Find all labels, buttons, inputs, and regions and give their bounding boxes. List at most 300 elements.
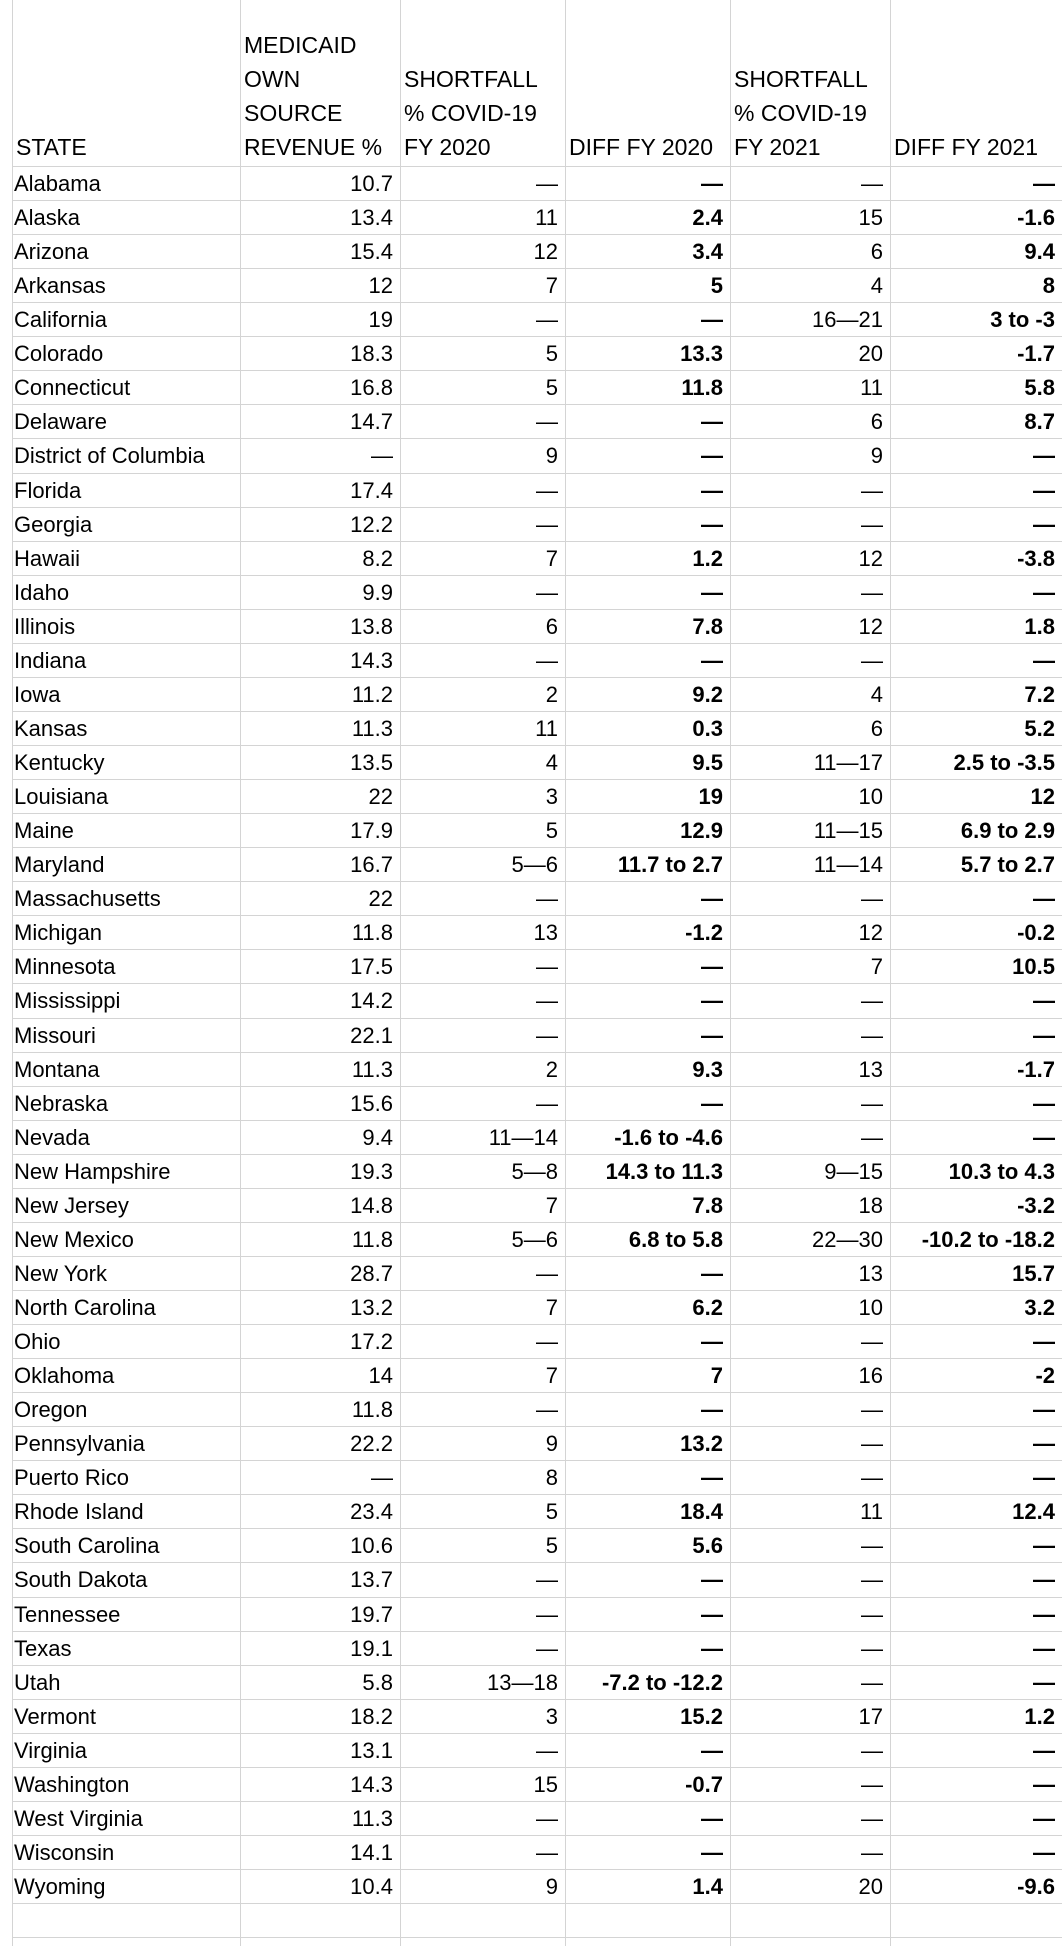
cell-shortfall-fy2020: [402, 1904, 558, 1938]
cell-diff-fy2020: -1.2: [685, 920, 723, 946]
cell-diff-fy2021: —: [1033, 1397, 1055, 1423]
cell-diff-fy2021: —: [1033, 443, 1055, 469]
cell-diff-fy2021: —: [1033, 1771, 1055, 1797]
cell-shortfall-fy2021: 13: [858, 1260, 883, 1286]
cell-diff-fy2020: 5.6: [692, 1533, 723, 1559]
cell-shortfall-fy2021: 11—15: [813, 818, 883, 844]
cell-medicaid-own-source-revenue: 13.7: [350, 1567, 393, 1593]
cell-shortfall-fy2020: —: [536, 1329, 558, 1355]
cell-diff-fy2021: 6.9 to 2.9: [960, 818, 1055, 844]
grid-vline: [565, 0, 566, 1946]
cell-shortfall-fy2021: 9—15: [824, 1158, 883, 1184]
cell-diff-fy2020: —: [701, 1567, 723, 1593]
cell-diff-fy2021: -3.8: [1017, 545, 1055, 571]
cell-shortfall-fy2021: 12: [858, 545, 883, 571]
header-line: % COVID-19: [404, 100, 537, 126]
cell-state: Massachusetts: [14, 886, 161, 912]
cell-shortfall-fy2021: —: [861, 647, 883, 673]
cell-shortfall-fy2021: —: [861, 1124, 883, 1150]
cell-diff-fy2020: —: [701, 443, 723, 469]
cell-diff-fy2020: 0.3: [692, 715, 723, 741]
cell-shortfall-fy2020: 7: [545, 1363, 558, 1389]
cell-medicaid-own-source-revenue: 14.8: [350, 1192, 393, 1218]
cell-diff-fy2020: 6.2: [692, 1294, 723, 1320]
cell-shortfall-fy2020: —: [536, 988, 558, 1014]
cell-diff-fy2020: 13.3: [680, 341, 723, 367]
cell-medicaid-own-source-revenue: 18.3: [350, 341, 393, 367]
cell-shortfall-fy2020: —: [536, 886, 558, 912]
cell-diff-fy2021: 15.7: [1012, 1260, 1055, 1286]
cell-shortfall-fy2021: —: [861, 1533, 883, 1559]
cell-state: Iowa: [14, 681, 61, 707]
cell-diff-fy2021: —: [1033, 1669, 1055, 1695]
cell-shortfall-fy2020: 2: [545, 681, 558, 707]
header-line: % COVID-19: [734, 100, 867, 126]
cell-shortfall-fy2021: 7: [870, 954, 883, 980]
cell-diff-fy2020: 6.8 to 5.8: [628, 1226, 723, 1252]
cell-diff-fy2020: 12.9: [680, 818, 723, 844]
cell-state: Virginia: [14, 1737, 87, 1763]
cell-medicaid-own-source-revenue: 19.7: [350, 1601, 393, 1627]
cell-medicaid-own-source-revenue: 10.7: [350, 171, 393, 196]
cell-shortfall-fy2021: 6: [870, 409, 883, 435]
cell-diff-fy2020: 11.7 to 2.7: [617, 852, 723, 878]
cell-diff-fy2021: —: [1033, 1090, 1055, 1116]
cell-shortfall-fy2020: 4: [545, 750, 558, 776]
cell-state: Alaska: [14, 205, 81, 231]
cell-shortfall-fy2021: 4: [870, 681, 883, 707]
grid-vline: [730, 0, 731, 1946]
cell-state: Indiana: [14, 647, 87, 673]
cell-shortfall-fy2021: 12: [858, 920, 883, 946]
cell-shortfall-fy2020: 7: [545, 1192, 558, 1218]
cell-diff-fy2021: —: [1033, 1465, 1055, 1491]
cell-diff-fy2020: —: [701, 307, 723, 333]
cell-state: Kansas: [14, 715, 88, 741]
cell-diff-fy2020: 14.3 to 11.3: [605, 1158, 723, 1184]
cell-medicaid-own-source-revenue: 11.8: [351, 1397, 393, 1423]
cell-diff-fy2020: 11.8: [681, 375, 723, 401]
cell-diff-fy2020: —: [701, 647, 723, 673]
cell-shortfall-fy2020: 3: [545, 1703, 558, 1729]
cell-state: Hawaii: [14, 545, 81, 571]
cell-diff-fy2020: 1.2: [692, 545, 723, 571]
cell-medicaid-own-source-revenue: 8.2: [362, 545, 393, 571]
cell-state: District of Columbia: [14, 443, 205, 469]
cell-diff-fy2021: —: [1033, 579, 1055, 605]
cell-medicaid-own-source-revenue: 14.2: [350, 988, 393, 1014]
cell-state: Oklahoma: [14, 1363, 115, 1389]
cell-shortfall-fy2020: —: [536, 307, 558, 333]
header-line: FY 2021: [734, 134, 821, 160]
cell-shortfall-fy2020: —: [536, 1601, 558, 1627]
cell-shortfall-fy2020: 8: [545, 1465, 558, 1491]
header-shortfall-fy2021: [734, 0, 886, 166]
cell-state: Colorado: [14, 341, 104, 367]
cell-shortfall-fy2020: 5: [545, 818, 558, 844]
cell-state: Idaho: [14, 579, 70, 605]
cell-diff-fy2020: —: [701, 1329, 723, 1355]
cell-medicaid-own-source-revenue: 19.1: [350, 1635, 393, 1661]
cell-state: Connecticut: [14, 375, 131, 401]
cell-shortfall-fy2020: 12: [533, 239, 558, 265]
cell-diff-fy2020: —: [701, 1839, 723, 1865]
cell-state: Wisconsin: [14, 1839, 115, 1865]
cell-state: Tennessee: [14, 1601, 121, 1627]
cell-diff-fy2020: 7.8: [692, 1192, 723, 1218]
cell-diff-fy2020: 19: [698, 784, 723, 810]
cell-medicaid-own-source-revenue: 17.4: [350, 477, 393, 503]
header-shortfall-fy2020: [404, 0, 561, 166]
cell-medicaid-own-source-revenue: 18.2: [350, 1703, 393, 1729]
cell-shortfall-fy2021: —: [861, 1397, 883, 1423]
cell-diff-fy2020: —: [701, 1090, 723, 1116]
cell-state: Montana: [14, 1056, 100, 1082]
cell-diff-fy2021: —: [1033, 1431, 1055, 1457]
cell-state: Washington: [14, 1771, 130, 1797]
cell-shortfall-fy2021: —: [861, 1737, 883, 1763]
cell-state: Ohio: [14, 1329, 61, 1355]
cell-medicaid-own-source-revenue: 13.5: [350, 750, 393, 776]
cell-medicaid-own-source-revenue: 22.2: [350, 1431, 393, 1457]
cell-diff-fy2020: —: [701, 1805, 723, 1831]
cell-state: Louisiana: [14, 784, 109, 810]
cell-state: Vermont: [14, 1703, 96, 1729]
cell-medicaid-own-source-revenue: 5.8: [362, 1669, 393, 1695]
cell-diff-fy2021: —: [1033, 1022, 1055, 1048]
cell-diff-fy2021: 5.7 to 2.7: [960, 852, 1055, 878]
cell-shortfall-fy2020: 9: [545, 443, 558, 469]
cell-diff-fy2021: —: [1033, 1635, 1055, 1661]
cell-diff-fy2020: 9.2: [692, 681, 723, 707]
cell-medicaid-own-source-revenue: 16.8: [350, 375, 393, 401]
cell-medicaid-own-source-revenue: 13.1: [350, 1737, 393, 1763]
cell-shortfall-fy2020: 5—6: [511, 1226, 558, 1252]
cell-shortfall-fy2020: 15: [533, 1771, 558, 1797]
cell-shortfall-fy2021: 6: [870, 239, 883, 265]
cell-diff-fy2020: 2.4: [692, 205, 723, 231]
cell-medicaid-own-source-revenue: —: [371, 1465, 393, 1491]
cell-medicaid-own-source-revenue: [242, 1904, 393, 1938]
cell-shortfall-fy2020: 5: [545, 1499, 558, 1525]
cell-state: Nebraska: [14, 1090, 109, 1116]
cell-diff-fy2020: —: [701, 886, 723, 912]
cell-shortfall-fy2021: 11—14: [813, 852, 883, 878]
cell-shortfall-fy2020: 9: [545, 1431, 558, 1457]
header-line: DIFF FY 2021: [894, 134, 1039, 160]
cell-state: Michigan: [14, 920, 103, 946]
cell-medicaid-own-source-revenue: 14: [368, 1363, 393, 1389]
header-line: STATE: [16, 134, 87, 160]
cell-state: North Carolina: [14, 1294, 156, 1320]
cell-shortfall-fy2020: —: [536, 171, 558, 196]
cell-state: South Dakota: [14, 1567, 148, 1593]
cell-shortfall-fy2021: —: [861, 1022, 883, 1048]
cell-state: Nevada: [14, 1124, 90, 1150]
cell-shortfall-fy2021: 20: [858, 1874, 883, 1899]
cell-diff-fy2020: 7: [710, 1363, 723, 1389]
header-line: SHORTFALL: [404, 66, 538, 92]
cell-shortfall-fy2021: —: [861, 1771, 883, 1797]
cell-diff-fy2021: [892, 1904, 1055, 1938]
cell-shortfall-fy2021: 22—30: [812, 1226, 883, 1252]
cell-diff-fy2020: [567, 1904, 723, 1938]
cell-medicaid-own-source-revenue: 13.4: [350, 205, 393, 231]
header-diff-fy2020: [569, 0, 726, 166]
cell-shortfall-fy2020: 6: [545, 613, 558, 639]
cell-diff-fy2021: —: [1033, 988, 1055, 1014]
cell-medicaid-own-source-revenue: 12.2: [350, 511, 393, 537]
header-line: SOURCE: [244, 100, 343, 126]
cell-state: West Virginia: [14, 1805, 143, 1831]
header-line: DIFF FY 2020: [569, 134, 714, 160]
cell-diff-fy2021: —: [1033, 1533, 1055, 1559]
cell-state: Georgia: [14, 511, 93, 537]
cell-diff-fy2021: —: [1033, 511, 1055, 537]
cell-diff-fy2021: —: [1033, 171, 1055, 196]
cell-diff-fy2021: —: [1033, 1839, 1055, 1865]
cell-shortfall-fy2020: —: [536, 1260, 558, 1286]
cell-shortfall-fy2020: 7: [545, 1294, 558, 1320]
cell-shortfall-fy2020: —: [536, 1567, 558, 1593]
cell-diff-fy2020: —: [701, 1465, 723, 1491]
cell-shortfall-fy2021: —: [861, 477, 883, 503]
cell-shortfall-fy2020: 11: [535, 715, 558, 741]
cell-diff-fy2020: 9.5: [692, 750, 723, 776]
cell-diff-fy2020: 7.8: [692, 613, 723, 639]
cell-shortfall-fy2021: 18: [858, 1192, 883, 1218]
cell-diff-fy2021: 2.5 to -3.5: [953, 750, 1055, 776]
cell-shortfall-fy2020: —: [536, 409, 558, 435]
cell-diff-fy2021: 1.2: [1024, 1703, 1055, 1729]
cell-medicaid-own-source-revenue: 11.2: [351, 681, 393, 707]
cell-state: New Jersey: [14, 1192, 129, 1218]
cell-diff-fy2021: —: [1033, 1124, 1055, 1150]
cell-state: [14, 1904, 233, 1938]
header-line: REVENUE %: [244, 134, 383, 160]
header-line: MEDICAID: [244, 32, 357, 58]
cell-medicaid-own-source-revenue: 23.4: [350, 1499, 393, 1525]
cell-shortfall-fy2020: —: [536, 579, 558, 605]
cell-medicaid-own-source-revenue: 14.3: [350, 647, 393, 673]
cell-shortfall-fy2020: 9: [545, 1874, 558, 1899]
cell-state: Wyoming: [14, 1874, 106, 1899]
cell-shortfall-fy2020: 2: [545, 1056, 558, 1082]
cell-shortfall-fy2021: 15: [858, 205, 883, 231]
cell-medicaid-own-source-revenue: 19.3: [350, 1158, 393, 1184]
cell-diff-fy2020: —: [701, 988, 723, 1014]
header-medicaid-own-source-revenue: [244, 0, 396, 166]
cell-diff-fy2020: —: [701, 1260, 723, 1286]
cell-diff-fy2020: —: [701, 1601, 723, 1627]
cell-shortfall-fy2021: 16—21: [812, 307, 883, 333]
cell-medicaid-own-source-revenue: 11.8: [351, 1226, 393, 1252]
cell-state: Utah: [14, 1669, 61, 1695]
cell-diff-fy2020: —: [701, 477, 723, 503]
cell-shortfall-fy2021: 10: [858, 784, 883, 810]
cell-shortfall-fy2021: 9: [870, 443, 883, 469]
cell-medicaid-own-source-revenue: 17.9: [350, 818, 393, 844]
cell-shortfall-fy2020: 3: [545, 784, 558, 810]
cell-shortfall-fy2020: 13: [533, 920, 558, 946]
cell-shortfall-fy2020: —: [536, 954, 558, 980]
cell-shortfall-fy2020: 7: [545, 273, 558, 299]
cell-state: Rhode Island: [14, 1499, 144, 1525]
header-line: SHORTFALL: [734, 66, 868, 92]
cell-shortfall-fy2021: —: [861, 1090, 883, 1116]
cell-diff-fy2020: —: [701, 1022, 723, 1048]
cell-shortfall-fy2020: —: [536, 477, 558, 503]
cell-diff-fy2021: 10.3 to 4.3: [948, 1158, 1055, 1184]
header-diff-fy2021: [894, 0, 1058, 166]
cell-diff-fy2020: —: [701, 1397, 723, 1423]
cell-medicaid-own-source-revenue: 14.3: [350, 1771, 393, 1797]
cell-shortfall-fy2021: —: [861, 886, 883, 912]
cell-diff-fy2021: 8: [1042, 273, 1055, 299]
cell-shortfall-fy2021: 11: [860, 1499, 883, 1525]
cell-medicaid-own-source-revenue: 13.8: [350, 613, 393, 639]
cell-shortfall-fy2021: 17: [858, 1703, 883, 1729]
cell-state: Puerto Rico: [14, 1465, 129, 1491]
cell-medicaid-own-source-revenue: 22.1: [350, 1022, 393, 1048]
cell-medicaid-own-source-revenue: 17.2: [350, 1329, 393, 1355]
cell-diff-fy2021: -1.6: [1017, 205, 1055, 231]
cell-shortfall-fy2020: —: [536, 1839, 558, 1865]
cell-diff-fy2021: 12.4: [1012, 1499, 1055, 1525]
cell-diff-fy2021: -9.6: [1017, 1874, 1055, 1899]
cell-shortfall-fy2020: —: [536, 1090, 558, 1116]
cell-shortfall-fy2020: —: [536, 1635, 558, 1661]
cell-state: Missouri: [14, 1022, 96, 1048]
cell-medicaid-own-source-revenue: 15.4: [350, 239, 393, 265]
cell-diff-fy2020: —: [701, 171, 723, 196]
cell-diff-fy2020: 18.4: [680, 1499, 723, 1525]
cell-shortfall-fy2020: 5: [545, 1533, 558, 1559]
cell-diff-fy2021: —: [1033, 886, 1055, 912]
cell-diff-fy2021: —: [1033, 647, 1055, 673]
cell-diff-fy2020: -7.2 to -12.2: [601, 1669, 723, 1695]
cell-diff-fy2020: 15.2: [680, 1703, 723, 1729]
cell-shortfall-fy2021: 11: [860, 375, 883, 401]
cell-shortfall-fy2021: —: [861, 1329, 883, 1355]
cell-state: Delaware: [14, 409, 107, 435]
cell-state: Kentucky: [14, 750, 105, 776]
cell-shortfall-fy2021: 6: [870, 715, 883, 741]
cell-medicaid-own-source-revenue: 12: [368, 273, 393, 299]
cell-diff-fy2020: -0.7: [685, 1771, 723, 1797]
cell-medicaid-own-source-revenue: 13.2: [350, 1294, 393, 1320]
cell-state: Oregon: [14, 1397, 88, 1423]
cell-shortfall-fy2021: —: [861, 1635, 883, 1661]
cell-shortfall-fy2020: —: [536, 1805, 558, 1831]
cell-state: California: [14, 307, 107, 333]
cell-diff-fy2020: -1.6 to -4.6: [614, 1124, 723, 1150]
cell-diff-fy2020: —: [701, 1635, 723, 1661]
cell-diff-fy2021: -0.2: [1017, 920, 1055, 946]
cell-state: New Mexico: [14, 1226, 134, 1252]
cell-diff-fy2021: —: [1033, 1601, 1055, 1627]
cell-shortfall-fy2021: 12: [858, 613, 883, 639]
cell-shortfall-fy2020: 7: [545, 545, 558, 571]
cell-state: Texas: [14, 1635, 72, 1661]
cell-shortfall-fy2021: —: [861, 171, 883, 196]
cell-diff-fy2021: -2: [1035, 1363, 1055, 1389]
cell-shortfall-fy2021: —: [861, 1431, 883, 1457]
cell-medicaid-own-source-revenue: 17.5: [350, 954, 393, 980]
cell-diff-fy2021: —: [1033, 1329, 1055, 1355]
cell-medicaid-own-source-revenue: 10.4: [350, 1874, 393, 1899]
cell-diff-fy2020: —: [701, 409, 723, 435]
cell-medicaid-own-source-revenue: 11.8: [351, 920, 393, 946]
cell-shortfall-fy2021: —: [861, 1567, 883, 1593]
cell-diff-fy2021: —: [1033, 1805, 1055, 1831]
cell-shortfall-fy2020: —: [536, 647, 558, 673]
grid-vline: [400, 0, 401, 1946]
cell-diff-fy2020: 9.3: [692, 1056, 723, 1082]
cell-diff-fy2021: -1.7: [1017, 1056, 1055, 1082]
cell-medicaid-own-source-revenue: 14.7: [350, 409, 393, 435]
cell-shortfall-fy2021: 4: [870, 273, 883, 299]
cell-diff-fy2021: 1.8: [1024, 613, 1055, 639]
cell-medicaid-own-source-revenue: 9.4: [362, 1124, 393, 1150]
cell-diff-fy2021: 5.8: [1024, 375, 1055, 401]
cell-state: Maine: [14, 818, 74, 844]
cell-shortfall-fy2021: 10: [858, 1294, 883, 1320]
cell-diff-fy2020: 13.2: [680, 1431, 723, 1457]
cell-shortfall-fy2020: 13—18: [487, 1669, 558, 1695]
cell-medicaid-own-source-revenue: 19: [368, 307, 393, 333]
cell-diff-fy2021: 5.2: [1024, 715, 1055, 741]
cell-diff-fy2020: —: [701, 1737, 723, 1763]
cell-shortfall-fy2020: 11: [535, 205, 558, 231]
cell-shortfall-fy2021: 20: [858, 341, 883, 367]
cell-diff-fy2021: 10.5: [1012, 954, 1055, 980]
cell-shortfall-fy2020: 5—6: [511, 852, 558, 878]
cell-shortfall-fy2020: —: [536, 1737, 558, 1763]
cell-state: Arizona: [14, 239, 89, 265]
grid-vline: [12, 0, 13, 1946]
cell-medicaid-own-source-revenue: 28.7: [350, 1260, 393, 1286]
cell-diff-fy2021: —: [1033, 1567, 1055, 1593]
cell-shortfall-fy2021: 16: [858, 1363, 883, 1389]
cell-shortfall-fy2021: —: [861, 1465, 883, 1491]
cell-diff-fy2020: —: [701, 511, 723, 537]
cell-state: Illinois: [14, 613, 76, 639]
cell-diff-fy2020: 1.4: [692, 1874, 723, 1899]
cell-state: New York: [14, 1260, 107, 1286]
cell-diff-fy2020: —: [701, 954, 723, 980]
cell-diff-fy2020: —: [701, 579, 723, 605]
cell-shortfall-fy2020: —: [536, 1397, 558, 1423]
cell-medicaid-own-source-revenue: 11.3: [351, 1056, 393, 1082]
cell-state: New Hampshire: [14, 1158, 171, 1184]
cell-diff-fy2021: —: [1033, 477, 1055, 503]
cell-shortfall-fy2021: —: [861, 1805, 883, 1831]
cell-shortfall-fy2020: 5—8: [511, 1158, 558, 1184]
header-line: OWN: [244, 66, 301, 92]
cell-medicaid-own-source-revenue: 11.3: [351, 715, 393, 741]
cell-diff-fy2021: 3.2: [1024, 1294, 1055, 1320]
cell-state: Maryland: [14, 852, 105, 878]
cell-medicaid-own-source-revenue: 14.1: [350, 1839, 393, 1865]
cell-shortfall-fy2021: —: [861, 1601, 883, 1627]
cell-medicaid-own-source-revenue: —: [371, 443, 393, 469]
cell-shortfall-fy2021: —: [861, 988, 883, 1014]
cell-state: Minnesota: [14, 954, 116, 980]
cell-state: Arkansas: [14, 273, 106, 299]
cell-state: Florida: [14, 477, 82, 503]
cell-diff-fy2021: -3.2: [1017, 1192, 1055, 1218]
